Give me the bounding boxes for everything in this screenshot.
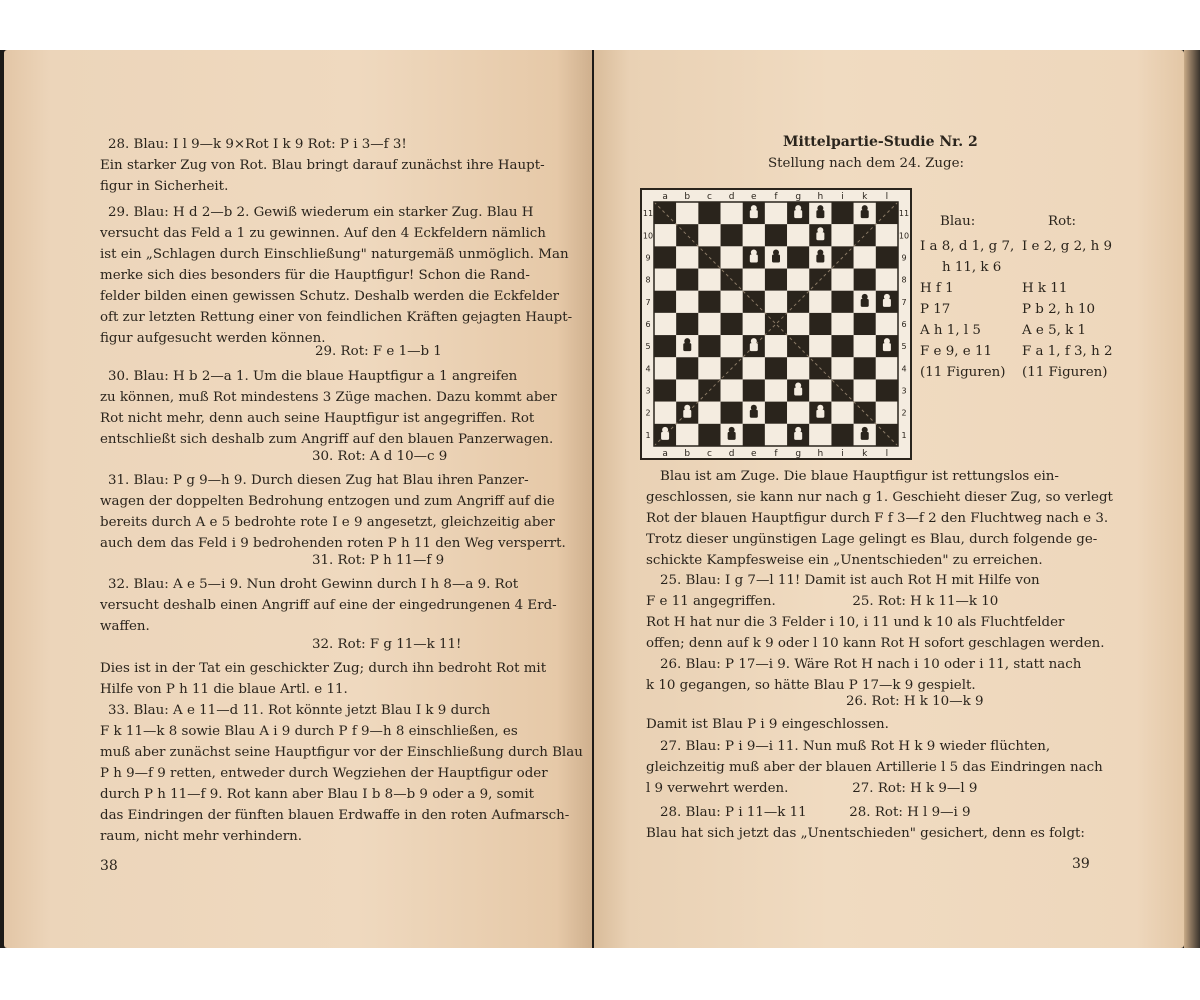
paragraph-25-blau: [646, 570, 1105, 654]
line: 31. Blau: P g 9—h 9. Durch diesen Zug hat Blau ihren Panzer-: [108, 473, 529, 488]
board-square: [721, 313, 743, 335]
board-square: [654, 357, 676, 379]
board-square: [831, 402, 853, 424]
board-square: [809, 291, 831, 313]
legend-blau-line: H f 1: [920, 281, 954, 296]
legend-rot-line: P b 2, h 10: [1022, 302, 1096, 317]
line: Blau hat sich jetzt das „Unentschieden" gesichert, denn es folgt:: [646, 826, 1085, 841]
board-square: [809, 335, 831, 357]
board-square: [743, 224, 765, 246]
legend-blau-line: P 17: [920, 302, 951, 317]
move-31-rot: 31. Rot: P h 11—f 9: [312, 553, 445, 568]
board-square: [676, 424, 698, 446]
board-square: [698, 224, 720, 246]
move-29-rot: 29. Rot: F e 1—b 1: [315, 344, 442, 359]
board-square: [854, 269, 876, 291]
legend-rot-list: [1022, 236, 1112, 383]
rank-label: 2: [901, 408, 907, 418]
rank-label: 6: [645, 320, 651, 329]
line: geschlossen, sie kann nur nach g 1. Geschieht dieser Zug, so verlegt: [646, 490, 1113, 505]
board-square: [765, 269, 787, 291]
line: 32. Blau: A e 5—i 9. Nun droht Gewinn durch I h 8—a 9. Rot: [108, 577, 519, 592]
board-square: [676, 379, 698, 401]
legend-rot-line: A e 5, k 1: [1022, 323, 1087, 338]
paragraph-32-blau: [100, 574, 557, 637]
chess-piece-icon: [816, 227, 824, 240]
legend-rot-line: (11 Figuren): [1022, 365, 1108, 380]
paragraph-damit: [646, 714, 889, 735]
board-square: [787, 269, 809, 291]
paragraph-33-blau: [100, 700, 583, 847]
line: Rot H hat nur die 3 Felder i 10, i 11 und k 10 als Fluchtfelder: [646, 615, 1065, 630]
rank-label: 2: [645, 408, 651, 418]
file-label: h: [817, 192, 824, 202]
board-square: [654, 402, 676, 424]
board-square: [721, 246, 743, 268]
legend-blau-header: Blau:: [940, 214, 976, 229]
line: oft zur letzten Rettung einer von feindlichen Kräften gejagten Haupt-: [100, 310, 573, 325]
line: gleichzeitig muß aber der blauen Artillerie l 5 das Eindringen nach: [646, 760, 1103, 775]
board-square: [876, 224, 898, 246]
paragraph-dies-ist: [100, 658, 546, 700]
line: versucht deshalb einen Angriff auf eine der eingedrungenen 4 Erd-: [100, 598, 557, 613]
board-square: [809, 313, 831, 335]
line: l 9 verwehrt werden. 27. Rot: H k 9—l 9: [646, 781, 978, 796]
line: auch dem das Feld i 9 bedrohenden roten P h 11 den Weg versperrt.: [100, 536, 566, 551]
line: 28. Blau: I l 9—k 9×Rot I k 9 Rot: P i 3—f 3!: [108, 137, 407, 152]
board-square: [654, 269, 676, 291]
rank-label: 11: [642, 209, 654, 219]
line: P h 9—f 9 retten, entweder durch Wegziehen der Hauptfigur oder: [100, 766, 548, 781]
legend-blau-list: [920, 236, 1014, 383]
board-square: [654, 224, 676, 246]
board-square: [654, 313, 676, 335]
line: 30. Blau: H b 2—a 1. Um die blaue Hauptfigur a 1 angreifen: [108, 369, 518, 384]
rank-label: 1: [645, 430, 651, 440]
board-square: [831, 424, 853, 446]
board-square: [854, 379, 876, 401]
chess-piece-icon: [750, 405, 758, 418]
board-square: [831, 202, 853, 224]
study-subtitle: Stellung nach dem 24. Zuge:: [768, 156, 965, 171]
board-square: [654, 379, 676, 401]
board-square: [854, 357, 876, 379]
paragraph-29-blau: [100, 202, 573, 349]
board-square: [876, 313, 898, 335]
board-square: [743, 424, 765, 446]
file-label: f: [774, 449, 778, 458]
line: das Eindringen der fünften blauen Erdwaffe in den roten Aufmarsch-: [100, 808, 570, 823]
paragraph-26-blau: [646, 654, 1082, 696]
file-label: i: [841, 449, 844, 458]
rank-label: 3: [645, 386, 651, 396]
line: felder bilden einen gewissen Schutz. Deshalb werden die Eckfelder: [100, 289, 560, 304]
board-square: [721, 291, 743, 313]
board-square: [676, 269, 698, 291]
board-square: [876, 357, 898, 379]
board-square: [831, 224, 853, 246]
rank-label: 5: [901, 342, 907, 352]
line: figur aufgesucht werden können.: [100, 331, 326, 346]
board-square: [876, 402, 898, 424]
rank-label: 8: [901, 275, 907, 285]
paragraph-27-blau: [646, 736, 1103, 799]
paragraph-31-blau: [100, 470, 566, 554]
board-square: [743, 313, 765, 335]
board-square: [698, 269, 720, 291]
board-square: [721, 335, 743, 357]
line: 29. Blau: H d 2—b 2. Gewiß wiederum ein starker Zug. Blau H: [108, 205, 534, 220]
move-32-rot: 32. Rot: F g 11—k 11!: [312, 637, 462, 652]
line: Ein starker Zug von Rot. Blau bringt darauf zunächst ihre Haupt-: [100, 158, 545, 173]
board-square: [809, 424, 831, 446]
board-square: [787, 246, 809, 268]
file-label: f: [774, 192, 778, 202]
line: zu können, muß Rot mindestens 3 Züge machen. Dazu kommt aber: [100, 390, 557, 405]
board-square: [787, 402, 809, 424]
board-square: [654, 291, 676, 313]
line: Rot nicht mehr, denn auch seine Hauptfigur ist angegriffen. Rot: [100, 411, 535, 426]
rank-label: 10: [642, 231, 654, 241]
board-square: [765, 224, 787, 246]
file-label: g: [795, 192, 802, 202]
rank-label: 4: [901, 364, 907, 374]
board-square: [765, 313, 787, 335]
line: waffen.: [100, 619, 150, 634]
board-square: [876, 246, 898, 268]
line: Rot der blauen Hauptfigur durch F f 3—f 2 den Fluchtweg nach e 3.: [646, 511, 1109, 526]
rank-label: 5: [645, 342, 651, 352]
chess-piece-icon: [728, 427, 736, 440]
board-square: [854, 335, 876, 357]
legend-blau-line: I a 8, d 1, g 7,: [920, 239, 1015, 254]
rank-label: 9: [901, 253, 907, 263]
rank-label: 11: [898, 209, 910, 219]
file-label: e: [751, 192, 757, 202]
board-square: [787, 357, 809, 379]
page-number-left: 38: [100, 858, 118, 874]
board-square: [721, 202, 743, 224]
line: merke sich dies besonders für die Hauptfigur! Schon die Rand-: [100, 268, 530, 283]
paragraph-28-blau-right: [646, 802, 1085, 844]
board-square: [676, 202, 698, 224]
board-square: [831, 269, 853, 291]
board-square: [698, 357, 720, 379]
board-square: [765, 291, 787, 313]
line: Trotz dieser ungünstigen Lage gelingt es Blau, durch folgende ge-: [646, 532, 1098, 547]
study-title: Mittelpartie-Studie Nr. 2: [783, 134, 978, 150]
line: 28. Blau: P i 11—k 11 28. Rot: H l 9—i 9: [660, 805, 971, 820]
game-board: [640, 188, 912, 460]
paragraph-28-blau: [100, 134, 545, 197]
chess-piece-icon: [750, 338, 758, 351]
line: k 10 gegangen, so hätte Blau P 17—k 9 gespielt.: [646, 678, 976, 693]
file-label: c: [706, 192, 712, 202]
chess-piece-icon: [750, 249, 758, 262]
chess-piece-icon: [861, 294, 869, 307]
line: 25. Blau: I g 7—l 11! Damit ist auch Rot H mit Hilfe von: [660, 573, 1040, 588]
board-square: [743, 269, 765, 291]
board-square: [698, 402, 720, 424]
line: versucht das Feld a 1 zu gewinnen. Auf den 4 Eckfeldern nämlich: [100, 226, 546, 241]
chess-piece-icon: [816, 249, 824, 262]
rank-label: 7: [645, 297, 651, 307]
board-square: [831, 291, 853, 313]
chess-piece-icon: [861, 427, 869, 440]
rank-label: 10: [898, 231, 910, 241]
board-square: [765, 402, 787, 424]
legend-rot-line: [1022, 257, 1112, 278]
board-square: [676, 313, 698, 335]
file-label: b: [684, 449, 691, 458]
file-label: i: [841, 192, 844, 202]
board-square: [765, 424, 787, 446]
file-label: d: [728, 192, 735, 202]
rank-label: 9: [645, 253, 651, 263]
line: offen; denn auf k 9 oder l 10 kann Rot H sofort geschlagen werden.: [646, 636, 1105, 651]
board-square: [721, 402, 743, 424]
board-square: [721, 379, 743, 401]
line: F e 11 angegriffen. 25. Rot: H k 11—k 10: [646, 594, 999, 609]
file-label: a: [662, 192, 668, 202]
line: 33. Blau: A e 11—d 11. Rot könnte jetzt Blau I k 9 durch: [108, 703, 491, 718]
board-square: [876, 269, 898, 291]
line: 27. Blau: P i 9—i 11. Nun muß Rot H k 9 wieder flüchten,: [660, 739, 1051, 754]
board-square: [698, 313, 720, 335]
file-label: a: [662, 449, 668, 458]
legend-rot-line: I e 2, g 2, h 9: [1022, 239, 1113, 254]
board-square: [654, 246, 676, 268]
file-label: k: [862, 192, 868, 202]
chess-piece-icon: [861, 205, 869, 218]
rank-label: 4: [645, 364, 651, 374]
chess-piece-icon: [683, 405, 691, 418]
file-label: h: [817, 449, 824, 458]
paragraph-blau-am-zuge: [646, 466, 1113, 571]
board-square: [854, 246, 876, 268]
chess-piece-icon: [794, 205, 802, 218]
chess-piece-icon: [816, 205, 824, 218]
board-square: [698, 335, 720, 357]
page-edge: [1184, 50, 1200, 948]
board-square: [831, 357, 853, 379]
chess-piece-icon: [883, 338, 891, 351]
file-label: c: [706, 449, 712, 458]
board-square: [876, 379, 898, 401]
chess-piece-icon: [816, 405, 824, 418]
file-label: g: [795, 449, 802, 458]
line: schickte Kampfesweise ein „Unentschieden" zu erreichen.: [646, 553, 1043, 568]
legend-rot-line: H k 11: [1022, 281, 1068, 296]
board-square: [854, 313, 876, 335]
line: Dies ist in der Tat ein geschickter Zug; durch ihn bedroht Rot mit: [100, 661, 547, 676]
line: Hilfe von P h 11 die blaue Artl. e 11.: [100, 682, 348, 697]
board-square: [765, 202, 787, 224]
move-30-rot: 30. Rot: A d 10—c 9: [312, 449, 448, 464]
line: figur in Sicherheit.: [100, 179, 229, 194]
line: wagen der doppelten Bedrohung entzogen und zum Angriff auf die: [100, 494, 555, 509]
board-square: [809, 379, 831, 401]
legend-rot-header: Rot:: [1048, 214, 1077, 229]
rank-label: 7: [901, 297, 907, 307]
line: Damit ist Blau P i 9 eingeschlossen.: [646, 717, 889, 732]
line: entschließt sich deshalb zum Angriff auf den blauen Panzerwagen.: [100, 432, 554, 447]
board-square: [721, 224, 743, 246]
board-square: [743, 379, 765, 401]
board-square: [676, 357, 698, 379]
chess-piece-icon: [661, 427, 669, 440]
line: muß aber zunächst seine Hauptfigur vor der Einschließung durch Blau: [100, 745, 583, 760]
board-square: [787, 313, 809, 335]
legend-blau-line: F e 9, e 11: [920, 344, 992, 359]
file-label: d: [728, 449, 735, 458]
board-grid: [642, 190, 910, 458]
line: 26. Blau: P 17—i 9. Wäre Rot H nach i 10 oder i 11, statt nach: [660, 657, 1082, 672]
board-square: [676, 246, 698, 268]
board-square: [743, 357, 765, 379]
chess-piece-icon: [883, 294, 891, 307]
file-label: k: [862, 449, 868, 458]
line: raum, nicht mehr verhindern.: [100, 829, 302, 844]
line: Blau ist am Zuge. Die blaue Hauptfigur ist rettungslos ein-: [660, 469, 1059, 484]
chess-piece-icon: [750, 205, 758, 218]
file-label: l: [885, 449, 889, 458]
rank-label: 6: [901, 320, 907, 329]
line: F k 11—k 8 sowie Blau A i 9 durch P f 9—h 8 einschließen, es: [100, 724, 518, 739]
legend-blau-line: h 11, k 6: [942, 260, 1002, 275]
page-number-right: 39: [1072, 856, 1090, 872]
legend-rot-line: F a 1, f 3, h 2: [1022, 344, 1113, 359]
chess-piece-icon: [794, 383, 802, 396]
legend-blau-line: (11 Figuren): [920, 365, 1006, 380]
board-square: [765, 335, 787, 357]
chess-piece-icon: [772, 249, 780, 262]
chess-piece-icon: [683, 338, 691, 351]
file-label: e: [751, 449, 757, 458]
board-square: [765, 379, 787, 401]
line: durch P h 11—f 9. Rot kann aber Blau I b 8—b 9 oder a 9, somit: [100, 787, 534, 802]
board-square: [831, 335, 853, 357]
rank-label: 3: [901, 386, 907, 396]
move-26-rot: 26. Rot: H k 10—k 9: [846, 694, 984, 709]
board-square: [698, 202, 720, 224]
rank-label: 1: [901, 430, 907, 440]
board-square: [698, 291, 720, 313]
file-label: l: [885, 192, 889, 202]
board-square: [765, 357, 787, 379]
paragraph-30-blau: [100, 366, 557, 450]
rank-label: 8: [645, 275, 651, 285]
legend-blau-line: A h 1, l 5: [920, 323, 981, 338]
board-square: [787, 224, 809, 246]
board-square: [676, 291, 698, 313]
board-square: [654, 335, 676, 357]
chess-piece-icon: [794, 427, 802, 440]
line: ist ein „Schlagen durch Einschließung" naturgemäß unmöglich. Man: [100, 247, 569, 262]
line: bereits durch A e 5 bedrohte rote I e 9 angesetzt, gleichzeitig aber: [100, 515, 555, 530]
board-square: [698, 424, 720, 446]
file-label: b: [684, 192, 691, 202]
board-square: [831, 313, 853, 335]
